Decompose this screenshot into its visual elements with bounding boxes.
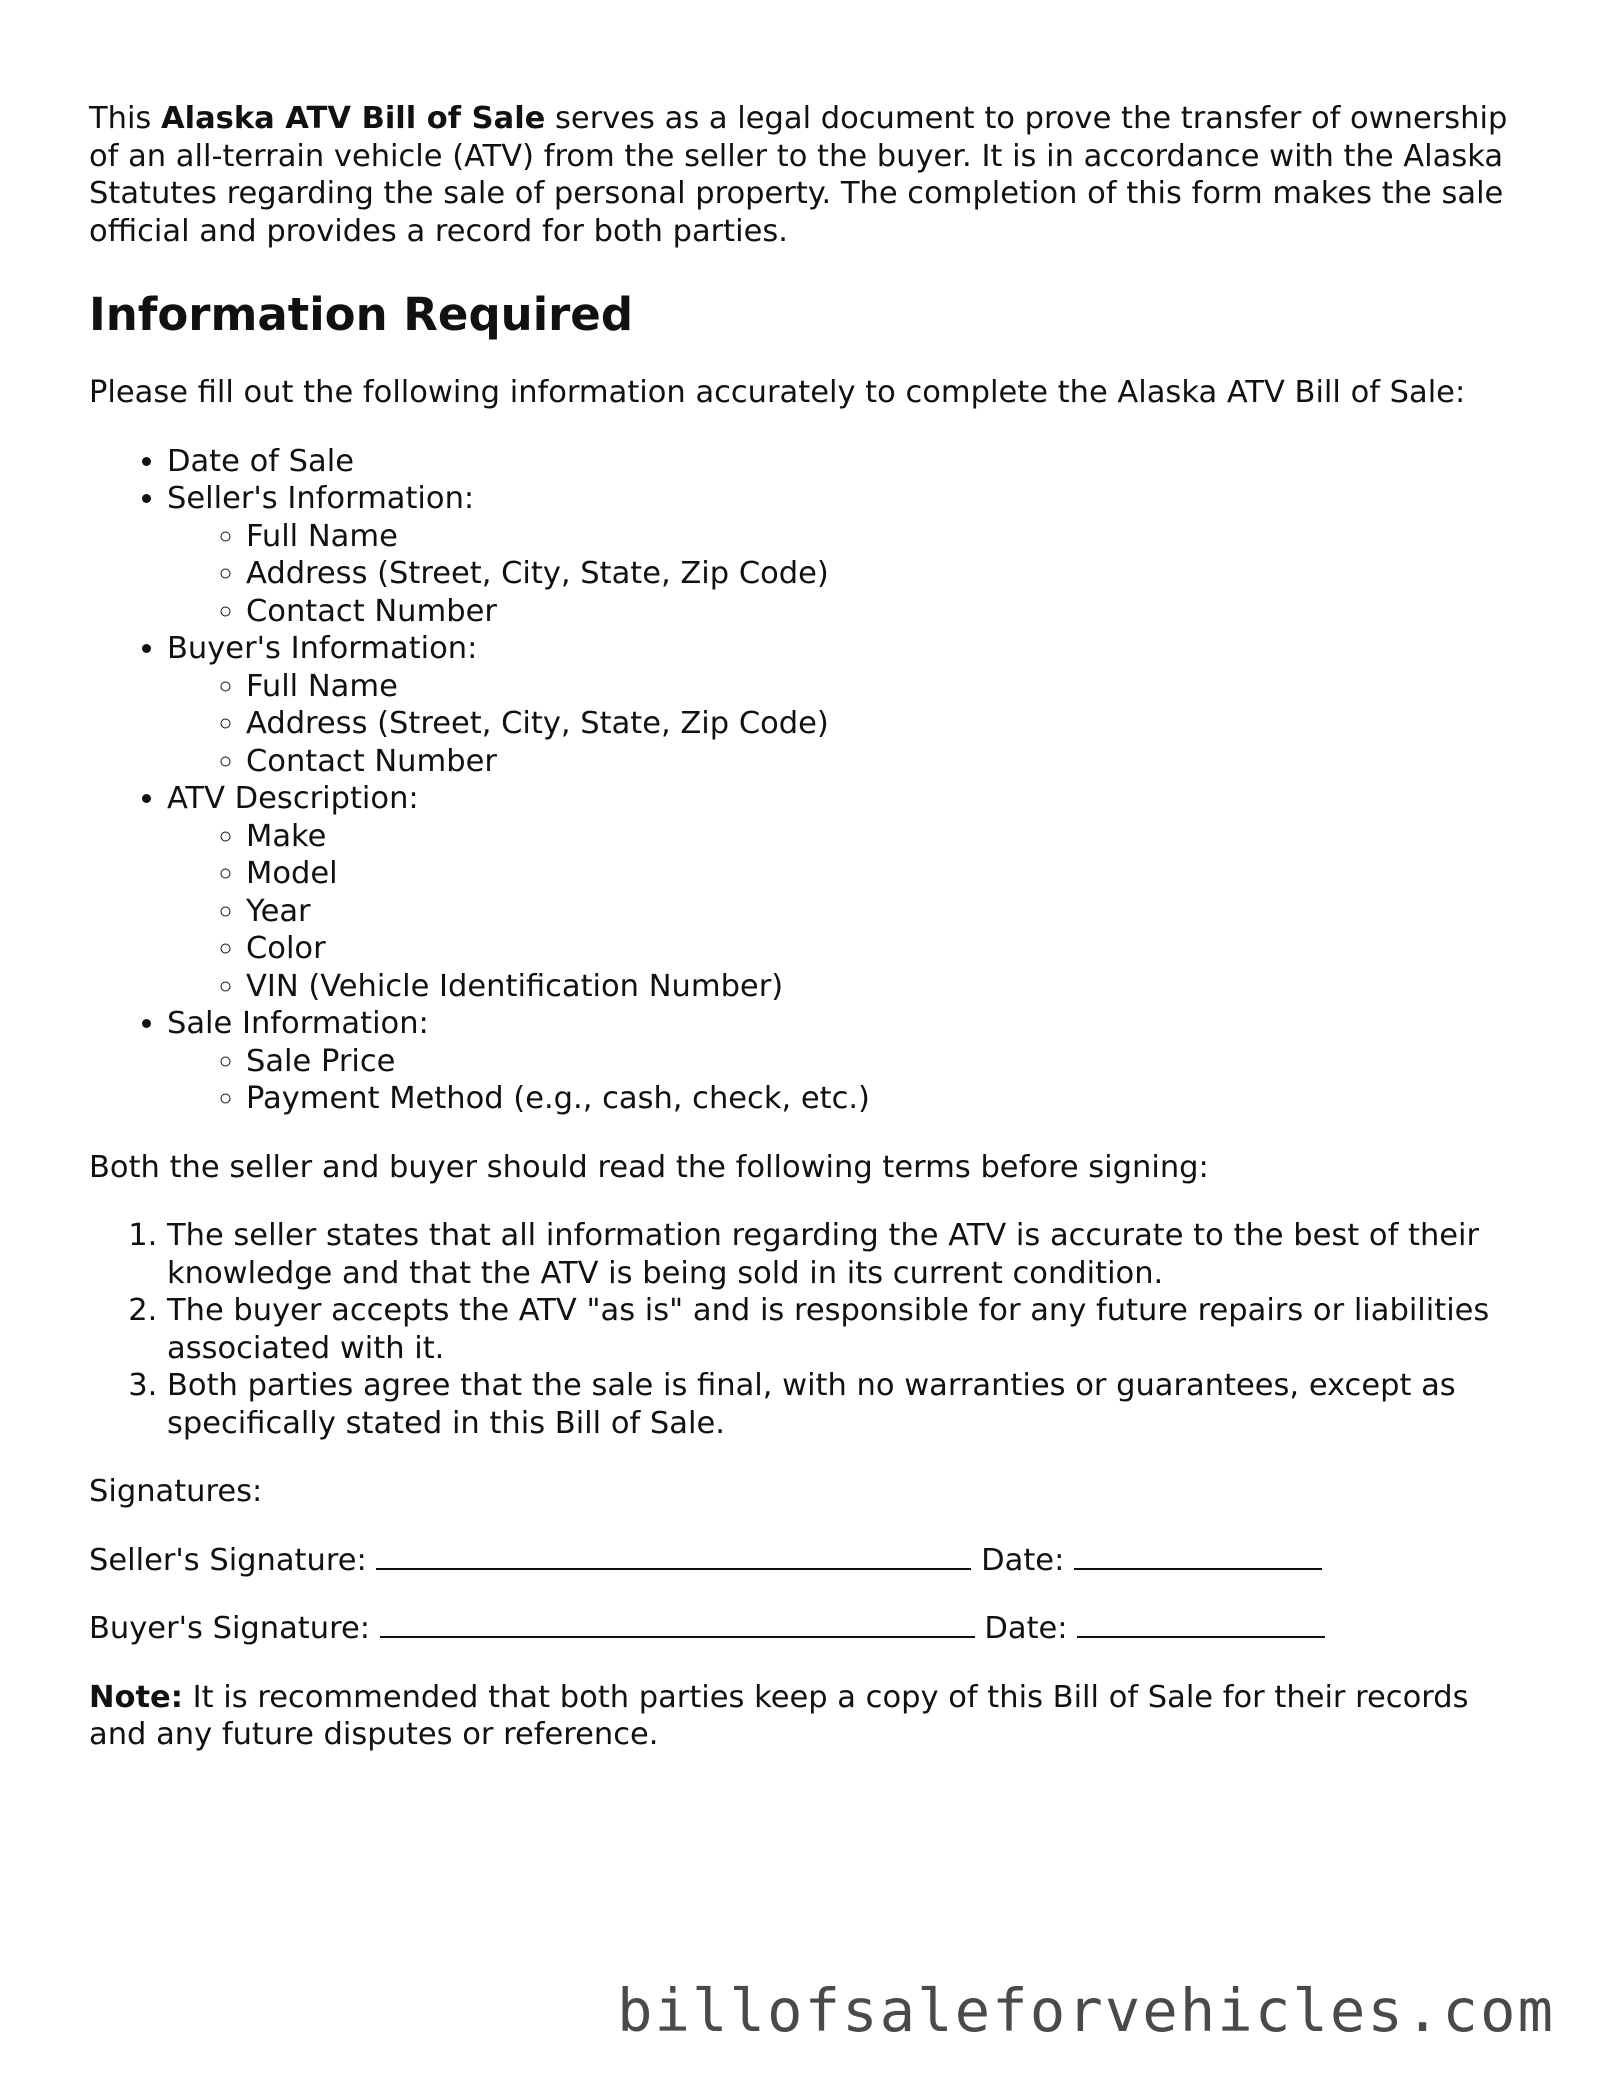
info-lead-text: Please fill out the following information accurately to complete the Alaska ATV Bill of Sale:: [89, 375, 1466, 410]
term-item: 2. The buyer accepts the ATV "as is" and is responsible for any future repairs or liabilities associated with it.: [167, 1292, 1529, 1367]
sub-list-item: ◦ Payment Method (e.g., cash, check, etc.): [246, 1080, 1529, 1118]
list-item-label: ATV Description:: [167, 781, 419, 816]
terms-list: [89, 1217, 1529, 1442]
note-paragraph: [89, 1679, 1529, 1754]
document-body: [89, 100, 1529, 1754]
list-item: [167, 443, 1529, 481]
sub-list: [167, 518, 1529, 631]
note-text: It is recommended that both parties keep a copy of this Bill of Sale for their records and any future disputes or reference.: [89, 1679, 1469, 1752]
intro-bold-title: Alaska ATV Bill of Sale: [161, 101, 546, 136]
list-item: [167, 630, 1529, 780]
sub-list-item: ◦ Year: [246, 893, 1529, 931]
sub-list-item: ◦ VIN (Vehicle Identification Number): [246, 968, 1529, 1006]
sub-list-item: ◦ Model: [246, 855, 1529, 893]
sub-list-item: ◦ Full Name: [246, 518, 1529, 556]
signatures-heading: Signatures:: [89, 1474, 263, 1509]
sub-list: [167, 1043, 1529, 1118]
list-item: [167, 480, 1529, 630]
intro-paragraph: [89, 100, 1529, 250]
list-item-label: Date of Sale: [167, 443, 354, 479]
sub-list-item: ◦ Contact Number: [246, 593, 1529, 631]
sub-list-item: ◦ Make: [246, 818, 1529, 856]
terms-lead-text: Both the seller and buyer should read the following terms before signing:: [89, 1149, 1209, 1185]
sub-list-item: ◦ Contact Number: [246, 743, 1529, 781]
note-label: Note:: [89, 1679, 183, 1715]
sub-list-item: ◦ Address (Street, City, State, Zip Code): [246, 555, 1529, 593]
intro-text: serves as a legal document to prove the transfer of ownership of an all-terrain vehicle (ATV) from the seller to the buyer. It is in accordance with the Alaska Statutes regarding the sale of personal property. The completion of this form makes the sale official and provides a record for both parties.: [89, 101, 1508, 249]
seller-signature-line: [89, 1542, 1529, 1580]
buyer-signature-line: [89, 1610, 1529, 1648]
sub-list-item: ◦ Address (Street, City, State, Zip Code): [246, 705, 1529, 743]
list-item-label: Buyer's Information:: [167, 631, 478, 666]
buyer-signature-label: Buyer's Signature:: [89, 1611, 370, 1646]
list-item: [167, 1005, 1529, 1118]
intro-prefix: This: [89, 101, 162, 136]
buyer-date-label: Date:: [984, 1611, 1068, 1646]
sub-list-item: ◦ Full Name: [246, 668, 1529, 706]
seller-signature-field[interactable]: [376, 1542, 971, 1570]
term-item: 3. Both parties agree that the sale is final, with no warranties or guarantees, except as specifically stated in this Bill of Sale.: [167, 1367, 1529, 1442]
seller-date-label: Date:: [981, 1542, 1065, 1578]
sub-list: [167, 818, 1529, 1006]
list-item-label: Sale Information:: [167, 1006, 429, 1041]
sub-list-item: ◦ Color: [246, 930, 1529, 968]
list-item-label: Seller's Information:: [167, 481, 475, 516]
buyer-signature-field[interactable]: [380, 1610, 975, 1638]
sub-list: [167, 668, 1529, 781]
list-item: [167, 780, 1529, 1005]
site-watermark: billofsaleforvehicles.com: [616, 1976, 1555, 2045]
seller-date-field[interactable]: [1074, 1542, 1322, 1570]
info-list: [89, 443, 1529, 1118]
section-heading: Information Required: [89, 288, 634, 341]
sub-list-item: ◦ Sale Price: [246, 1043, 1529, 1081]
seller-signature-label: Seller's Signature:: [89, 1542, 367, 1578]
buyer-date-field[interactable]: [1077, 1610, 1325, 1638]
term-item: 1. The seller states that all information regarding the ATV is accurate to the best of their knowledge and that the ATV is being sold in its current condition.: [167, 1217, 1529, 1292]
